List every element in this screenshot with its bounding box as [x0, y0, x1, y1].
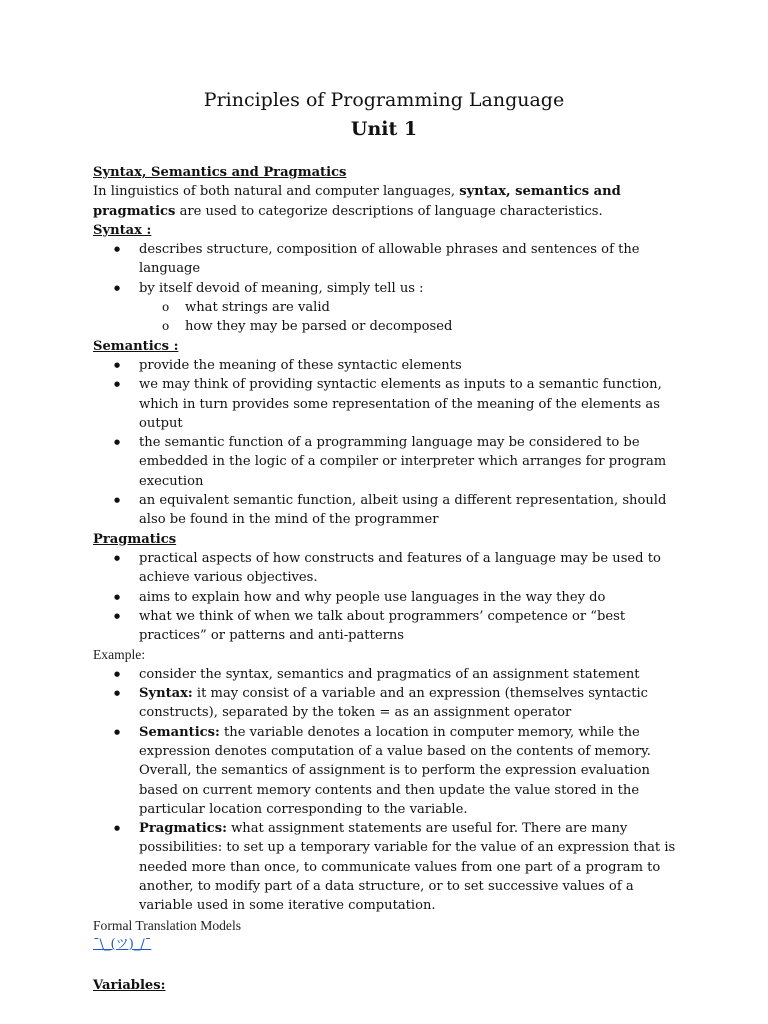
document-title: Principles of Programming Language [203, 89, 565, 111]
formal-translation-models: Formal Translation Models [93, 917, 242, 933]
pragmatics-list [93, 549, 683, 645]
list-item: ● describes structure, composition of allowable phrases and sentences of the language [93, 240, 683, 279]
list-item: ● an equivalent semantic function, albeit using a different representation, should also be found in the mind of the programmer [93, 491, 683, 530]
list-item: ● practical aspects of how constructs and features of a language may be used to achieve various objectives. [93, 549, 683, 588]
unit-title: Unit 1 [350, 118, 418, 140]
syntax-list [93, 240, 683, 336]
intro-text: In linguistics of both natural and computer languages, [93, 184, 460, 200]
list-item [93, 819, 683, 915]
list-item [93, 723, 683, 819]
list-item: ● what we think of when we talk about programmers’ competence or “best practices” or patterns and anti-patterns [93, 607, 683, 646]
pragmatics-term: Pragmatics: [139, 821, 227, 837]
semantics-term: Semantics: [139, 724, 220, 740]
list-item: ● we may think of providing syntactic elements as inputs to a semantic function, which in turn provides some representation of the meaning of the elements as output [93, 375, 683, 433]
list-item: ● consider the syntax, semantics and pragmatics of an assignment statement [93, 665, 683, 684]
list-item [93, 684, 683, 723]
syntax-term: Syntax: [139, 686, 193, 702]
syntax-description: it may consist of a variable and an expression (themselves syntactic constructs), separated by the token = as an assignment operator [139, 686, 649, 721]
example-list [93, 665, 683, 916]
section-heading-syntax-semantics-pragmatics: Syntax, Semantics and Pragmatics [93, 165, 347, 180]
sub-list-item: o what strings are valid [93, 298, 683, 317]
semantics-description: the variable denotes a location in computer memory, while the expression denotes computation of a value based on the contents of memory. Overall, the semantics of assignment is to perform the expression evaluation based on current memory contents and then update the value stored in the particular location corresponding to the variable. [139, 724, 651, 817]
pragmatics-heading: Pragmatics [93, 531, 177, 547]
semantics-heading: Semantics : [93, 338, 179, 354]
document-body [93, 163, 683, 995]
shrug-link[interactable]: ¯\_(ツ)_/¯ [93, 936, 152, 952]
intro-bold: syntax, semantics and pragmatics [93, 184, 621, 219]
intro-text-end: are used to categorize descriptions of language characteristics. [175, 203, 603, 219]
variables-heading: Variables: [93, 978, 166, 994]
list-item: ● by itself devoid of meaning, simply tell us : [93, 279, 683, 298]
intro-paragraph [93, 182, 683, 221]
list-item: ● the semantic function of a programming language may be considered to be embedded in the logic of a compiler or interpreter which arranges for program execution [93, 433, 683, 491]
syntax-heading: Syntax : [93, 222, 152, 238]
example-label: Example: [93, 647, 146, 663]
pragmatics-description: what assignment statements are useful for. There are many possibilities: to set up a temporary variable for the value of an expression that is needed more than once, to communicate values from one part of a program to another, to modify part of a data structure, or to set successive values of a variable used in some iterative computation. [139, 821, 676, 914]
list-item: ● provide the meaning of these syntactic elements [93, 356, 683, 375]
list-item: ● aims to explain how and why people use languages in the way they do [93, 588, 683, 607]
semantics-list [93, 356, 683, 530]
sub-list-item: o how they may be parsed or decomposed [93, 317, 683, 336]
